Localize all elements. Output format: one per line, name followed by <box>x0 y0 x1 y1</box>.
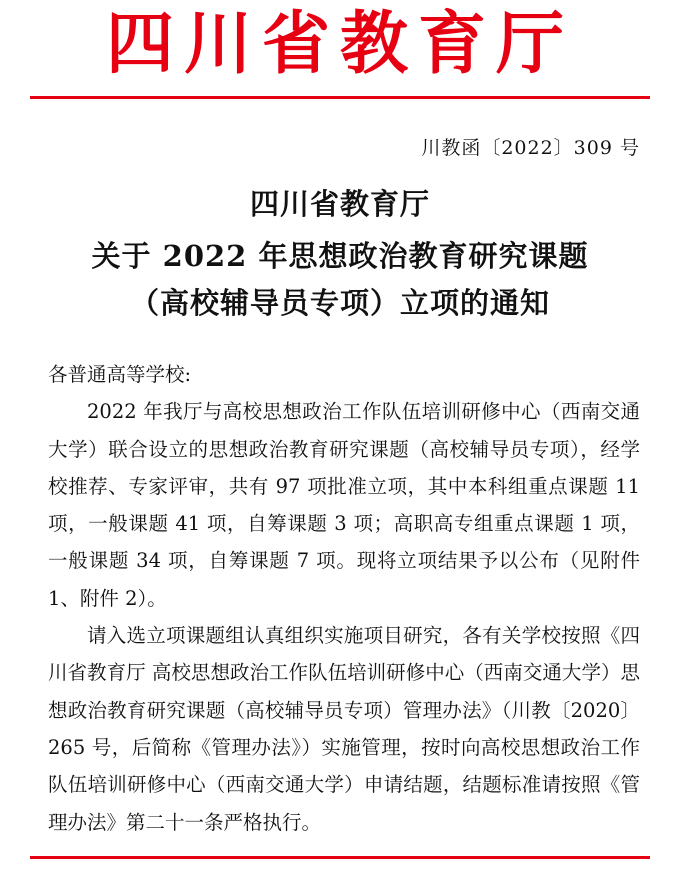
letterhead-red-rule <box>30 96 650 99</box>
letterhead-title: 四川省教育厅 <box>105 5 574 84</box>
notice-title-line-1: 四川省教育厅 <box>249 187 430 221</box>
body-paragraph-1: 2022 年我厅与高校思想政治工作队伍培训研修中心（西南交通大学）联合设立的思想政治教育研究课题（高校辅导员专项），经学校推荐、专家评审，共有 97 项批准立项，其中本科组重点课题 11 项，一般课题 41 项，自筹课题 3 项；高职高专组重点课题 1 项，一般课题 34 项，自筹课题 7 项。现将立项结果予以公布（见附件 1、附件 2）。 <box>48 400 640 610</box>
body-paragraph-2: 请入选立项课题组认真组织实施项目研究，各有关学校按照《四川省教育厅 高校思想政治工作队伍培训研修中心（西南交通大学）思想政治教育研究课题（高校辅导员专项）管理办法》（川教〔2020〕265 号，后简称《管理办法》）实施管理，按时向高校思想政治工作队伍培训研修中心（西南交通大学）申请结题，结题标准请按照《管理办法》第二十一条严格执行。 <box>48 624 640 834</box>
document-number: 川教函〔2022〕309 号 <box>421 137 640 159</box>
footer-red-rule <box>30 856 650 859</box>
notice-body <box>48 356 640 841</box>
notice-title-line-3: （高校辅导员专项）立项的通知 <box>129 286 550 320</box>
notice-title-line-2: 关于 2022 年思想政治教育研究课题 <box>91 239 589 273</box>
salutation: 各普通高等学校: <box>48 363 192 386</box>
